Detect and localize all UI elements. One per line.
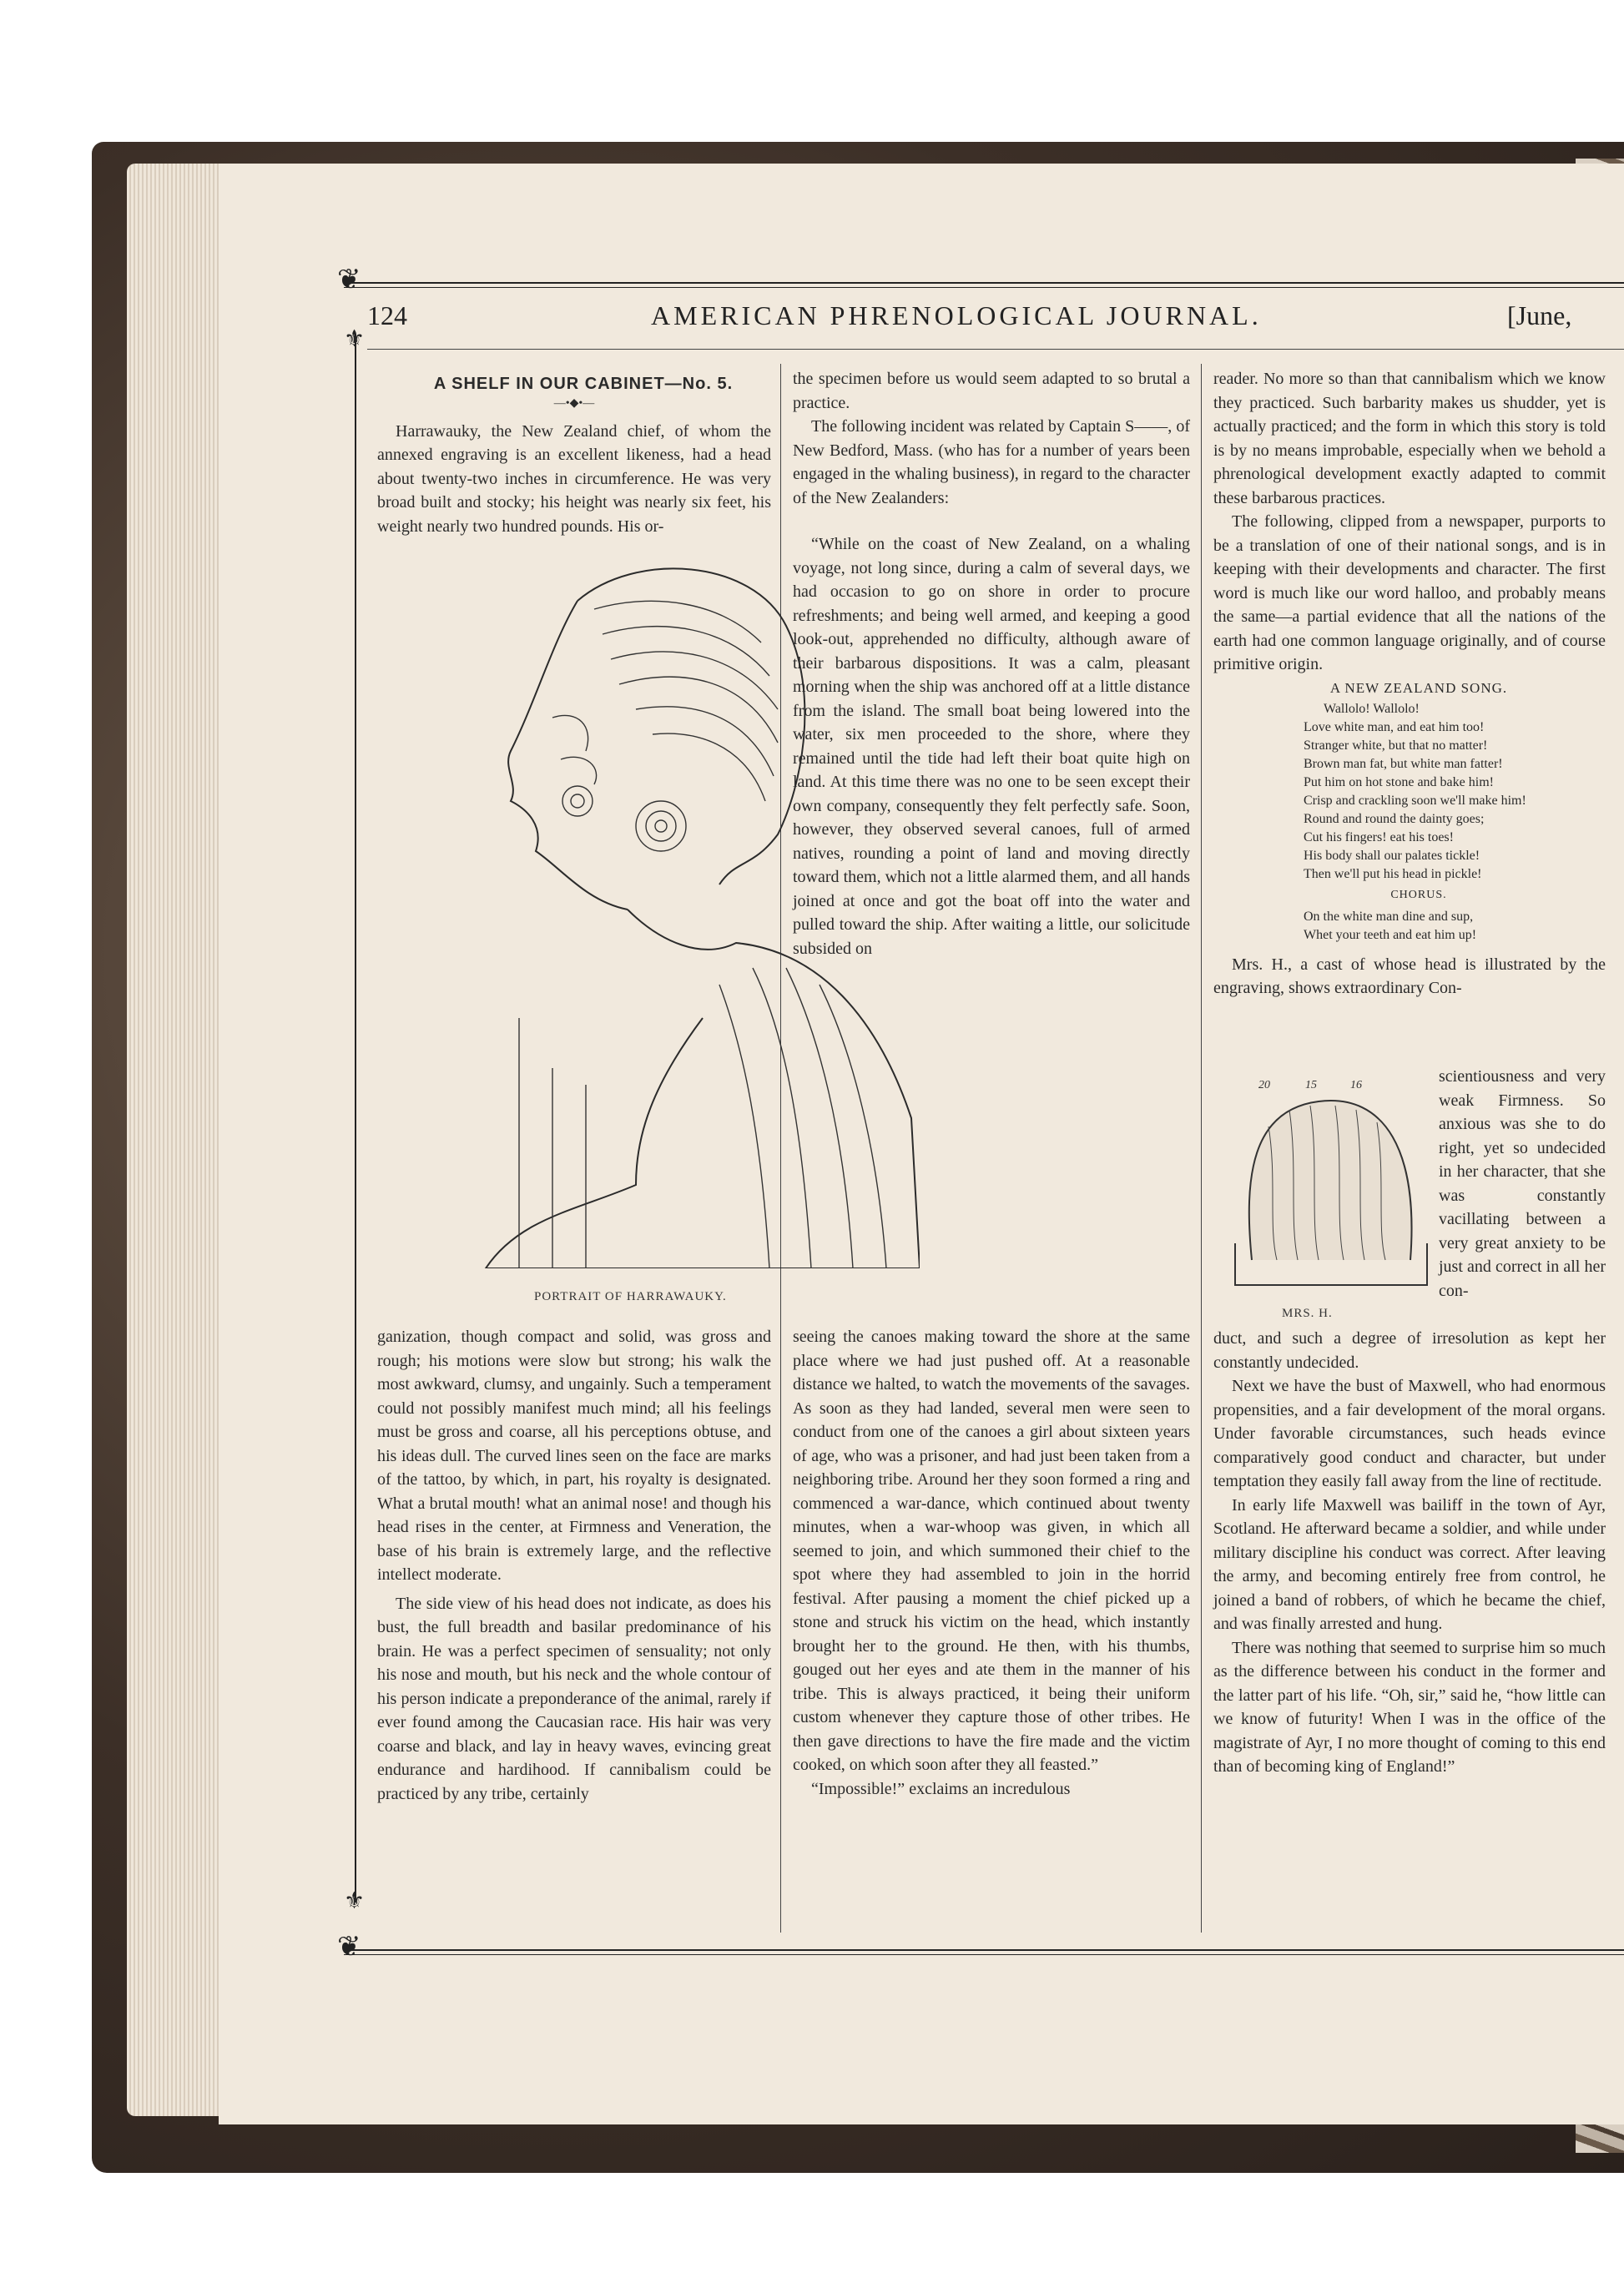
header-rule [367,349,1624,350]
hair-outline [577,568,804,885]
paragraph-side-view: The side view of his head does not indicate, as does his bust, the full breadth and basilar predominance of his brain. He was a perfect specimen of sensuality; not only his nose and mouth, but his neck and the whole contour of his person indicate a preponderance of the animal, rarely if ever found among the Caucasian race. His hair was very coarse and black, and lay in heavy waves, evincing great endurance and hardihood. If cannibalism could be practiced by any tribe, certainly [377,1594,771,1803]
title-ornament: ―•◆•― [553,396,595,410]
col2-incident-intro: The following incident was related by Captain S——, of New Bedford, Mass. (who has for a number of years been engaged in the whaling business), in regard to the character of the New Zealanders: [793,417,1190,507]
corner-ornament-top: ❦ [337,263,361,296]
song-line: Then we'll put his head in pickle! [1304,867,1482,881]
frame-rule-top [344,282,1624,284]
column-3-top [1213,367,1606,1000]
frame-rule-top-inner [344,287,1624,288]
column-3-bottom [1213,1327,1606,1779]
side-ornament-bottom: ⚜ [344,1887,366,1914]
col3-reader: reader. No more so than that cannibalism which we know they practiced. Such barbarity makes us shudder, yet is actually practiced; and the form in which this story is told is by no means improbable, especially when we behold a phrenological development exactly adapted to commit these barbarous practices. [1213,370,1606,507]
column-2-bottom [793,1325,1190,1801]
song-line: His body shall our palates tickle! [1304,849,1480,863]
song-line: Cut his fingers! eat his toes! [1304,830,1454,844]
neck-shoulders [486,910,920,1268]
section-title: A SHELF IN OUR CABINET—No. 5. [433,375,734,393]
song-line: Stranger white, but that no matter! [1304,738,1488,753]
column-1-bottom [377,1325,771,1806]
song-line: Crisp and crackling soon we'll make him! [1304,794,1526,808]
col3-mrs-h-wrap: scientiousness and very weak Firmness. So anxious was she to do right, yet so undecided in her character, that she was constantly vacillating between a very great anxiety to be just and correct in all her con- [1439,1067,1606,1300]
col2-quote: “While on the coast of New Zealand, on a whaling voyage, not long since, during a calm of several days, we had occasion to go on shore in order to procure refreshments; and being well armed, and keeping a good look-out, apprehended no difficulty, although aware of their barbarous dispositions. It was a calm, pleasant morning when the ship was anchored off at a little distance from the island. The small boat being lowered into the water, six men proceeded to the shore, where they remained until the tide had left their boat quite high on land. At this time there was no one to be seen except their own company, consequently they felt perfectly safe. Soon, however, they observed several canoes, full of armed natives, rounding a point of land and moving directly toward them, which not a little alarmed them, and all hands joined at once and got the boat off into the water and pulled toward the ship. After waiting a little, our solicitude subsided on [793,535,1190,958]
col3-maxwell-quote: There was nothing that seemed to surprise him so much as the difference between his conduct in the former and the latter part of his life. “Oh, sir,” said he, “how little can we know of futurity! When I was in the office of the magistrate of Ayr, I no more thought of coming to this end than of becoming king of England!” [1213,1638,1606,1776]
col3-mrs-h: Mrs. H., a cast of whose head is illustrated by the engraving, shows extraordinary Con- [1213,955,1606,997]
face-profile [508,601,628,910]
organ-label-15: 15 [1305,1079,1317,1091]
paragraph-organization: ganization, though compact and solid, was gross and rough; his motions were slow but strong; his walk the most awkward, clumsy, and ungainly. Such a temperament could not possibly manifest much mind; all his feelings must be gross and coarse, all his perceptions obtuse, and his ideas dull. The curved lines seen on the face are marks of the tattoo, by which, in part, his royalty is designated. What a brutal mouth! what an animal nose! and though his head rises in the center, at Firmness and Veneration, the base of his brain is extremely large, and the reflective intellect moderate. [377,1328,771,1584]
song-line: Brown man fat, but white man fatter! [1304,757,1503,771]
corner-ornament-bottom: ❦ [337,1930,361,1963]
chorus-verses [1213,908,1606,945]
frame-rule-left [355,334,356,1903]
col2-canoes: seeing the canoes making toward the shore at the same place where we had just pushed off. At a reasonable distance we halted, to watch the movements of the savages. As soon as they had landed, several men were seen to conduct from one of the canoes a girl about sixteen years of age, who was a prisoner, and had just been taken from a neighboring tribe. Around her they soon formed a ring and commenced a war-dance, which continued about twenty minutes, when a war-whoop was given, in which all seemed to join, and which summoned their chief to the spot where they had assembled to join in the horrid festival. After pausing a moment the chief picked up a stone and struck his victim on the head, which instantly brought her to the ground. He then, with his thumbs, gouged out her eyes and ate them in the manner of his tribe. This is always practiced, it being their uniform custom whenever they capture those of other tribes. He then gave directions to have the fire made and the victim cooked, on which soon after they all feasted.” [793,1328,1190,1774]
column-3-wrap [1439,1065,1606,1303]
col3-irresolution: duct, and such a degree of irresolution as kept her constantly undecided. [1213,1329,1606,1372]
column-1-top [377,372,771,538]
chorus-line: On the white man dine and sup, [1304,909,1474,924]
col3-maxwell: Next we have the bust of Maxwell, who had enormous propensities, and a fair development of the moral organs. Under favorable circumstances, such heads evince comparatively good conduct and character, but under temptation they easily fall away from the line of rectitude. [1213,1377,1606,1490]
song-line: Love white man, and eat him too! [1304,720,1485,734]
frame-rule-bottom [344,1949,1624,1951]
song-title: A NEW ZEALAND SONG. [1329,679,1508,696]
song-line: Put him on hot stone and bake him! [1304,775,1494,789]
page-edges [127,164,227,2116]
song-line: Round and round the dainty goes; [1304,812,1485,826]
mrs-h-engraving [1218,1076,1435,1293]
column-rule-2 [1201,364,1202,1933]
portrait-caption: PORTRAIT OF HARRAWAUKY. [534,1290,727,1303]
col3-maxwell-life: In early life Maxwell was bailiff in the town of Ayr, Scotland. He afterward became a soldier, and while under military discipline his conduct was correct. After leaving the army, and becoming entirely free from control, he joined a band of robbers, of which he became the chief, and was finally arrested and hung. [1213,1495,1606,1633]
journal-title: AMERICAN PHRENOLOGICAL JOURNAL. [651,300,1262,330]
song-verses [1213,700,1606,884]
song-line: Wallolo! Wallolo! [1324,702,1420,716]
column-2-top [793,367,1190,510]
page-number: 124 [367,300,407,330]
col2-impossible: “Impossible!” exclaims an incredulous [811,1779,1071,1798]
issue-month: [June, [1507,300,1572,330]
col3-song-intro: The following, clipped from a newspaper, purports to be a translation of one of their national songs, and is in keeping with their developments and character. The first word is much like our word halloo, and probably means the same—a partial evidence that all the nations of the earth had one common language originally, and of course primitive origin. [1213,512,1606,673]
mrs-h-caption: MRS. H. [1282,1307,1333,1320]
intro-paragraph: Harrawauky, the New Zealand chief, of whom the annexed engraving is an excellent likeness, had a head about twenty-two inches in circumference. He was very broad built and stocky; his height was nearly six feet, his weight nearly two hundred pounds. His or- [377,421,771,536]
col2-opening: the specimen before us would seem adapted to so brutal a practice. [793,370,1190,412]
organ-label-16: 16 [1350,1079,1362,1091]
organ-label-20: 20 [1258,1079,1270,1091]
column-2-narrow [793,532,1190,960]
frame-rule-bottom-inner [344,1954,1624,1955]
chorus-label: CHORUS. [1390,889,1447,901]
running-header [367,300,1624,342]
chorus-line: Whet your teeth and eat him up! [1304,927,1477,942]
side-ornament-top: ⚜ [344,325,366,352]
